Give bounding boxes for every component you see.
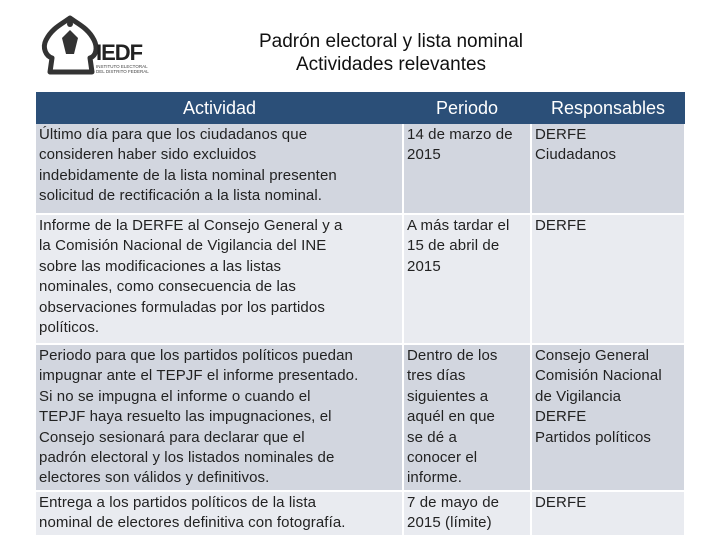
page-title xyxy=(0,30,720,76)
actividad-line: Informe de la DERFE al Consejo General y a xyxy=(39,217,343,234)
header-responsables: Responsables xyxy=(531,92,685,124)
table-row xyxy=(36,344,685,491)
periodo-line: 2015 (límite) xyxy=(407,514,492,532)
logo-wordmark: IEDF xyxy=(96,40,143,65)
actividad-line: Si no se impugna el informe o cuando el xyxy=(39,387,311,405)
periodo-line: aquél en que xyxy=(407,408,495,426)
actividad-line: Último día para que los ciudadanos que xyxy=(39,126,308,143)
periodo-line: 15 de abril de xyxy=(407,237,500,255)
responsables-line: Partidos políticos xyxy=(535,428,652,446)
responsables-line: de Vigilancia xyxy=(535,387,622,405)
periodo-line: conocer el xyxy=(407,449,478,467)
actividad-line: Entrega a los partidos políticos de la lista xyxy=(39,493,317,511)
actividad-line: solicitud de rectificación a la lista nominal. xyxy=(39,187,323,205)
periodo-line: A más tardar el xyxy=(407,217,510,234)
actividad-line: Consejo sesionará para declarar que el xyxy=(39,428,305,446)
cell-actividad xyxy=(36,124,403,214)
actividad-line: consideren haber sido excluidos xyxy=(39,146,257,164)
cell-actividad xyxy=(36,344,403,491)
cell-actividad xyxy=(36,214,403,344)
header-actividad: Actividad xyxy=(36,92,403,124)
table-row xyxy=(36,491,685,536)
table-row xyxy=(36,124,685,214)
periodo-line: Dentro de los xyxy=(407,347,498,364)
cell-actividad xyxy=(36,491,403,536)
actividad-line: políticos. xyxy=(39,319,100,337)
actividad-line: nominales, como consecuencia de las xyxy=(39,278,296,296)
cell-periodo xyxy=(403,344,531,491)
responsables-line: DERFE xyxy=(535,408,587,426)
actividad-line: nominal de electores definitiva con fotografía. xyxy=(39,514,346,532)
cell-periodo xyxy=(403,214,531,344)
actividad-line: padrón electoral y los listados nominales de xyxy=(39,449,335,467)
title-line-2: Actividades relevantes xyxy=(295,54,487,75)
periodo-line: se dé a xyxy=(407,428,457,446)
actividad-line: impugnar ante el TEPJF el informe presentado. xyxy=(39,367,359,385)
responsables-line: DERFE xyxy=(535,126,587,143)
periodo-line: 2015 xyxy=(407,146,441,164)
actividad-line: indebidamente de la lista nominal presenten xyxy=(39,166,337,184)
actividad-line: electores son válidos y definitivos. xyxy=(39,469,270,487)
activities-table xyxy=(36,92,686,537)
periodo-line: 7 de mayo de xyxy=(407,493,500,511)
actividad-line: TEPJF haya resuelto las impugnaciones, el xyxy=(39,408,332,426)
title-line-1: Padrón electoral y lista nominal xyxy=(258,31,524,52)
periodo-line: informe. xyxy=(407,469,462,487)
actividad-line: observaciones formuladas por los partidos xyxy=(39,298,325,316)
actividad-line: Periodo para que los partidos políticos puedan xyxy=(39,347,353,364)
cell-responsables xyxy=(531,491,685,536)
cell-responsables xyxy=(531,344,685,491)
responsables-line: Consejo General xyxy=(535,347,650,364)
cell-periodo xyxy=(403,491,531,536)
periodo-line: tres días xyxy=(407,367,466,385)
responsables-line: Ciudadanos xyxy=(535,146,617,164)
periodo-line: siguientes a xyxy=(407,387,489,405)
responsables-line: DERFE xyxy=(535,493,587,511)
cell-periodo xyxy=(403,124,531,214)
responsables-line: DERFE xyxy=(535,217,587,234)
cell-responsables xyxy=(531,214,685,344)
periodo-line: 2015 xyxy=(407,257,441,275)
actividad-line: sobre las modificaciones a las listas xyxy=(39,257,282,275)
table-header-row xyxy=(36,92,685,124)
actividad-line: la Comisión Nacional de Vigilancia del INE xyxy=(39,237,327,255)
header-periodo: Periodo xyxy=(403,92,531,124)
table-row xyxy=(36,214,685,344)
periodo-line: 14 de marzo de xyxy=(407,126,513,143)
cell-responsables xyxy=(531,124,685,214)
logo-subtitle: INSTITUTO ELECTORAL DEL DISTRITO FEDERAL xyxy=(96,64,149,74)
responsables-line: Comisión Nacional xyxy=(535,367,662,385)
